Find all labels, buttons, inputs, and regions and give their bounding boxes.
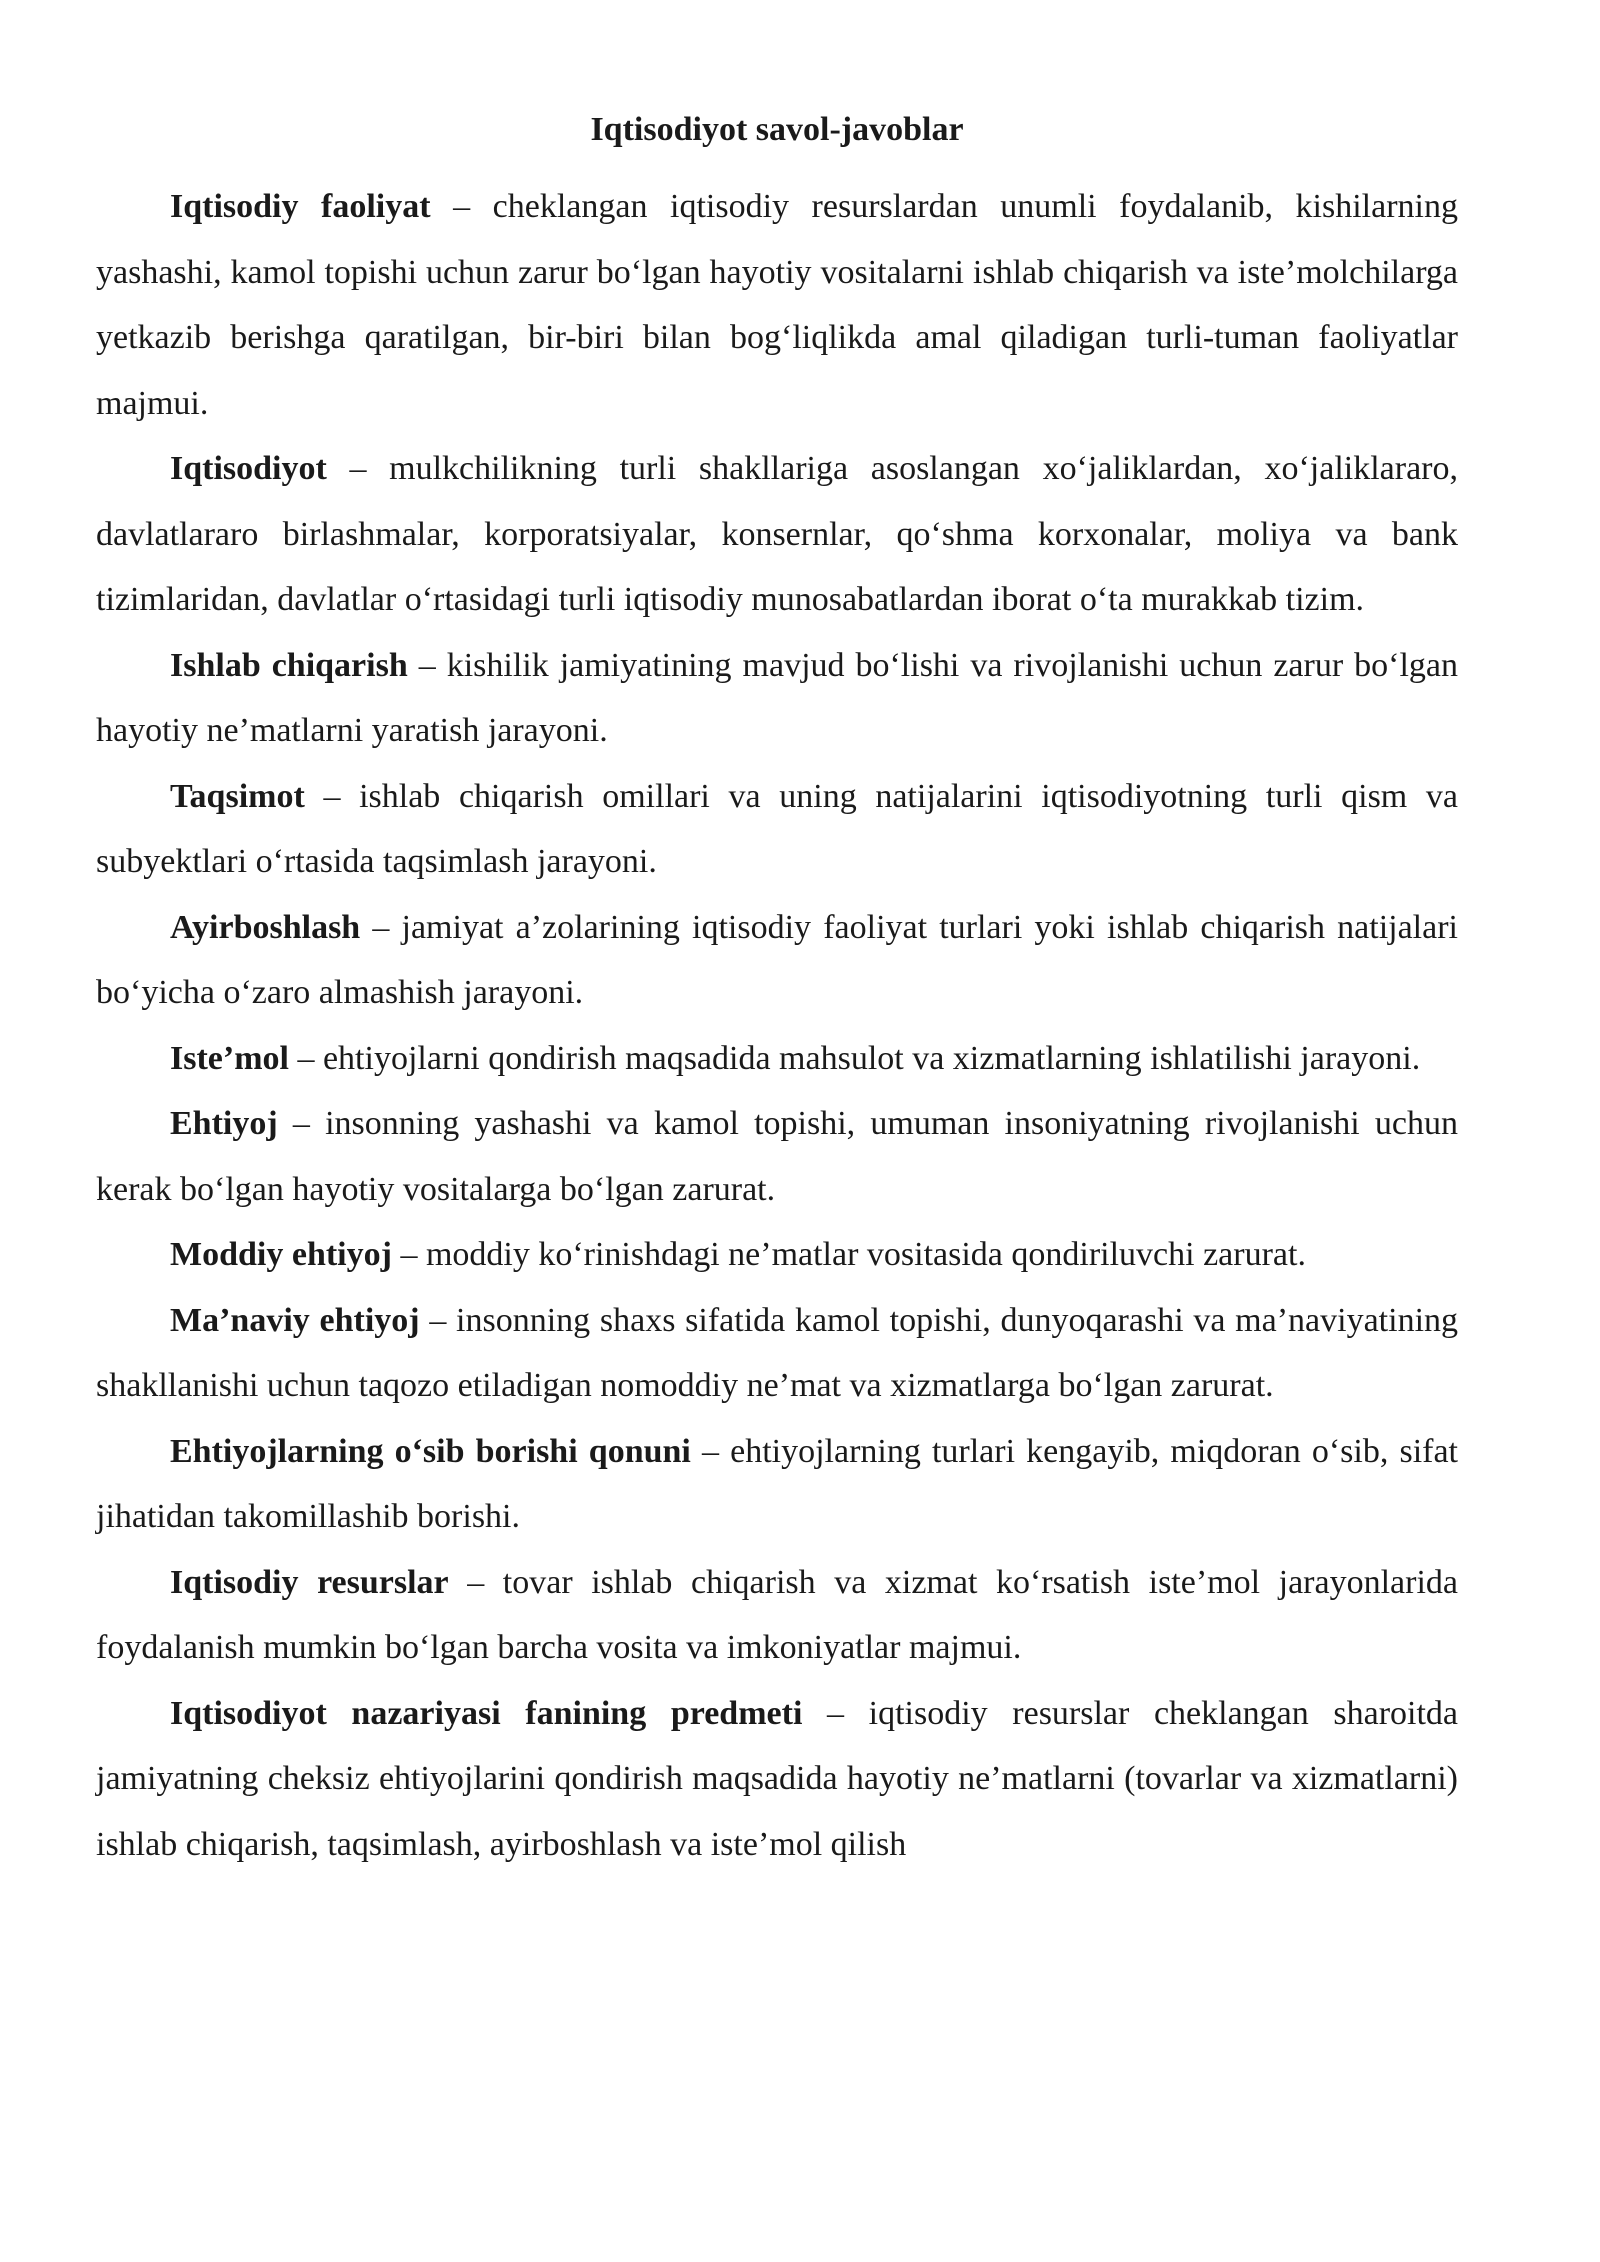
entry-definition: – ehtiyojlarni qondirish maqsadida mahsulot va xizmatlarning ishlatilishi jarayoni. bbox=[288, 1039, 1421, 1077]
glossary-entry bbox=[96, 1091, 1458, 1222]
entry-definition: – kishilik jamiyatining mavjud bo‘lishi va rivojlanishi uchun zarur bo‘lgan hayotiy ne’matlarni yaratish jarayoni. bbox=[96, 646, 1459, 749]
entry-term: Moddiy ehtiyoj bbox=[170, 1236, 392, 1273]
entry-definition: – iqtisodiy resurslar cheklangan sharoitda jamiyatning cheksiz ehtiyojlarini qondirish maqsadida hayotiy ne’matlarni (tovarlar va xizmatlarni) ishlab chiqarish, taqsimlash, ayirboshlash va iste’mol qilish bbox=[96, 1694, 1459, 1863]
glossary-entry bbox=[96, 1288, 1458, 1419]
entry-term: Iste’mol bbox=[170, 1039, 289, 1077]
entry-term: Iqtisodiy faoliyat bbox=[170, 188, 431, 225]
entry-definition: – insonning yashashi va kamol topishi, umuman insoniyatning rivojlanishi uchun kerak bo‘lgan hayotiy vositalarga bo‘lgan zarurat. bbox=[96, 1105, 1458, 1208]
entry-definition: – insonning shaxs sifatida kamol topishi, dunyoqarashi va ma’naviyatining shakllanishi uchun taqozo etiladigan nomoddiy ne’mat va xizmatlarga bo‘lgan zarurat. bbox=[96, 1301, 1459, 1404]
glossary-entry bbox=[96, 1222, 1458, 1288]
entry-term: Ishlab chiqarish bbox=[170, 646, 408, 684]
entry-term: Iqtisodiyot bbox=[170, 450, 327, 487]
document-title: Iqtisodiyot savol-javoblar bbox=[590, 111, 964, 148]
glossary-entry bbox=[96, 174, 1458, 436]
glossary-entry bbox=[96, 1026, 1458, 1092]
entry-term: Iqtisodiyot nazariyasi fanining predmeti bbox=[170, 1694, 803, 1732]
entry-term: Ehtiyoj bbox=[170, 1105, 278, 1142]
glossary-entry bbox=[96, 436, 1458, 633]
entry-term: Ayirboshlash bbox=[170, 908, 361, 946]
entry-term: Taqsimot bbox=[170, 777, 305, 815]
glossary-entry bbox=[96, 895, 1458, 1026]
glossary-entry bbox=[96, 1550, 1458, 1681]
entry-definition: – cheklangan iqtisodiy resurslardan unumli foydalanib, kishilarning yashashi, kamol topishi uchun zarur bo‘lgan hayotiy vositalarni ishlab chiqarish va iste’molchilarga yetkazib berishga qaratilgan, bir-biri bilan bog‘liqlikda amal qiladigan turli-tuman faoliyatlar majmui. bbox=[96, 188, 1458, 422]
glossary-entry bbox=[96, 1419, 1458, 1550]
glossary-entry bbox=[96, 633, 1458, 764]
entry-term: Ehtiyojlarning o‘sib borishi qonuni bbox=[170, 1432, 691, 1470]
entry-term: Iqtisodiy resurslar bbox=[170, 1563, 449, 1601]
entry-term: Ma’naviy ehtiyoj bbox=[170, 1301, 420, 1339]
entry-definition: – jamiyat a’zolarining iqtisodiy faoliyat turlari yoki ishlab chiqarish natijalari bo‘yicha o‘zaro almashish jarayoni. bbox=[96, 908, 1458, 1011]
entry-definition: – ehtiyojlarning turlari kengayib, miqdoran o‘sib, sifat jihatidan takomillashib borishi. bbox=[96, 1432, 1458, 1535]
glossary-entry bbox=[96, 1681, 1458, 1878]
entry-definition: – moddiy ko‘rinishdagi ne’matlar vositasida qondiriluvchi zarurat. bbox=[391, 1236, 1306, 1273]
entry-definition: – ishlab chiqarish omillari va uning natijalarini iqtisodiyotning turli qism va subyektlari o‘rtasida taqsimlash jarayoni. bbox=[96, 777, 1458, 880]
document-page bbox=[96, 108, 1458, 1877]
glossary-entry bbox=[96, 764, 1458, 895]
entry-definition: – mulkchilikning turli shakllariga asoslangan xo‘jaliklardan, xo‘jaliklararo, davlatlararo birlashmalar, korporatsiyalar, konsernlar, qo‘shma korxonalar, moliya va bank tizimlaridan, davlatlar o‘rtasidagi turli iqtisodiy munosabatlardan iborat o‘ta murakkab tizim. bbox=[96, 450, 1458, 618]
entry-definition: – tovar ishlab chiqarish va xizmat ko‘rsatish iste’mol jarayonlarida foydalanish mumkin bo‘lgan barcha vosita va imkoniyatlar majmui. bbox=[96, 1563, 1458, 1666]
